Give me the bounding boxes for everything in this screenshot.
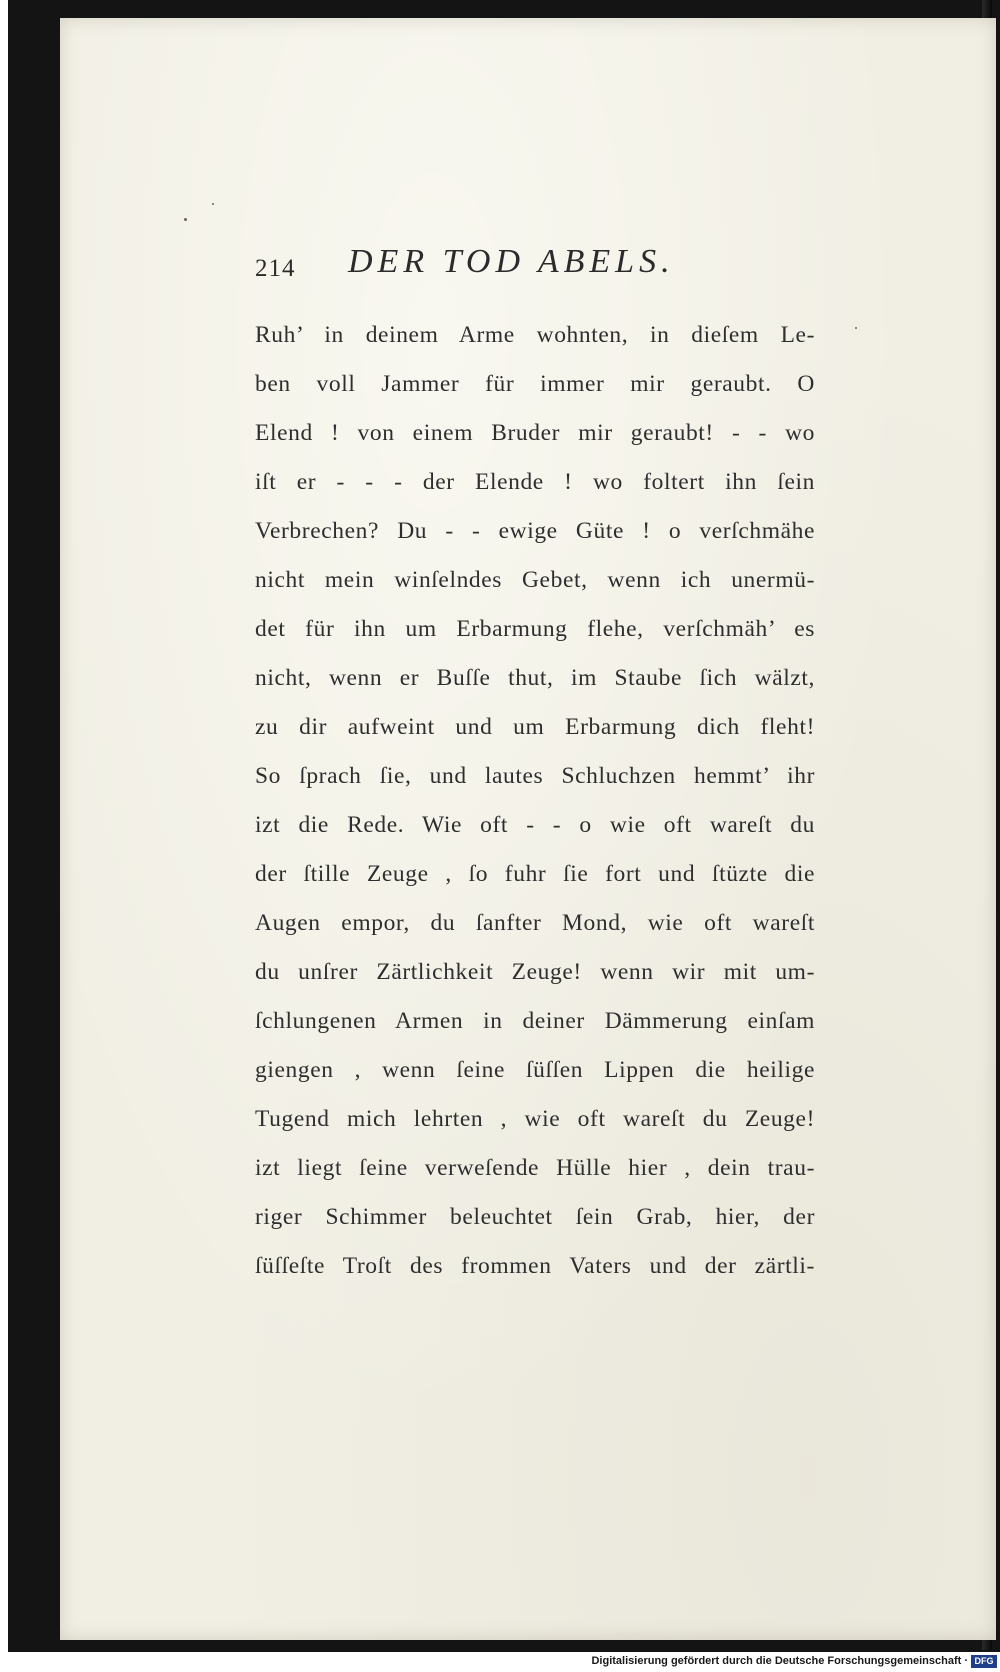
text-line: ben voll Jammer für immer mir geraubt. O (255, 371, 815, 397)
text-line: riger Schimmer beleuchtet ſein Grab, hier, der (255, 1204, 815, 1230)
page-header (255, 243, 815, 289)
text-line: du unſrer Zärtlichkeit Zeuge! wenn wir mit um- (255, 959, 815, 985)
text-line: Tugend mich lehrten , wie oft wareſt du Zeuge! (255, 1106, 815, 1132)
paper-speck (184, 218, 187, 221)
text-line: Verbrechen? Du - - ewige Güte ! o verſchmähe (255, 518, 815, 544)
paper-speck (855, 327, 857, 329)
text-line: ſchlungenen Armen in deiner Dämmerung einſam (255, 1008, 815, 1034)
page-number: 214 (255, 255, 296, 282)
text-line: izt die Rede. Wie oft - - o wie oft wareſt du (255, 812, 815, 838)
text-line: nicht, wenn er Buſſe thut, im Staube ſich wälzt, (255, 665, 815, 691)
text-line: ſüſſeſte Troſt des frommen Vaters und der zärtli- (255, 1253, 815, 1279)
text-line: giengen , wenn ſeine ſüſſen Lippen die heilige (255, 1057, 815, 1083)
text-line: Elend ! von einem Bruder mir geraubt! - - wo (255, 420, 815, 446)
text-line: iſt er - - - der Elende ! wo foltert ihn ſein (255, 469, 815, 495)
text-line: det für ihn um Erbarmung flehe, verſchmäh’ es (255, 616, 815, 642)
running-title: DER TOD ABELS. (348, 243, 675, 280)
dfg-logo: DFG (971, 1655, 997, 1668)
text-line: der ſtille Zeuge , ſo fuhr ſie fort und ſtüzte die (255, 861, 815, 887)
text-line: zu dir aufweint und um Erbarmung dich fleht! (255, 714, 815, 740)
text-line: Augen empor, du ſanfter Mond, wie oft wareſt (255, 910, 815, 936)
text-line: Ruh’ in deinem Arme wohnten, in dieſem Le- (255, 322, 815, 348)
funding-credit: Digitalisierung gefördert durch die Deutsche Forschungsgemeinschaft · (591, 1655, 968, 1667)
text-line: nicht mein winſelndes Gebet, wenn ich unermü- (255, 567, 815, 593)
text-line: izt liegt ſeine verweſende Hülle hier , dein trau- (255, 1155, 815, 1181)
digitization-footer (0, 1652, 1000, 1672)
text-line: So ſprach ſie, und lautes Schluchzen hemmt’ ihr (255, 763, 815, 789)
body-text (255, 311, 815, 1291)
paper-speck (212, 203, 214, 205)
